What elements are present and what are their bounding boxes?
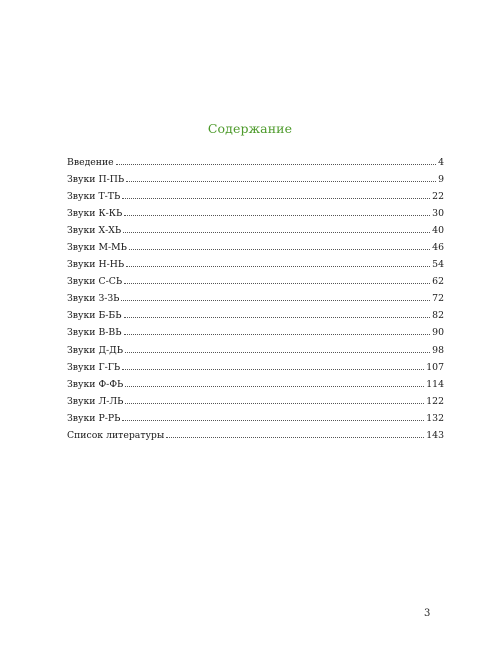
- toc-entry-label: Список литературы: [67, 429, 165, 441]
- toc-entry-page: 9: [438, 174, 444, 186]
- toc-entry-introduction[interactable]: [67, 154, 444, 171]
- toc-entry-page: 62: [432, 276, 444, 288]
- dot-leader: [166, 436, 424, 438]
- dot-leader: [122, 368, 424, 370]
- toc-entry-t[interactable]: [67, 188, 444, 205]
- dot-leader: [122, 197, 430, 199]
- page-number: 3: [424, 608, 431, 619]
- toc-entry-page: 54: [432, 259, 444, 271]
- dot-leader: [129, 248, 430, 250]
- dot-leader: [121, 299, 430, 301]
- toc-entry-page: 143: [426, 429, 444, 441]
- toc-entry-page: 114: [426, 378, 444, 390]
- dot-leader: [123, 231, 430, 233]
- toc-entry-d[interactable]: [67, 342, 444, 359]
- dot-leader: [116, 163, 436, 165]
- toc-entry-page: 22: [432, 191, 444, 203]
- toc-entry-label: Звуки Л-ЛЬ: [67, 395, 124, 407]
- dot-leader: [125, 351, 430, 353]
- dot-leader: [124, 282, 430, 284]
- toc-entry-label: Звуки З-ЗЬ: [67, 293, 120, 305]
- toc-entry-label: Звуки Т-ТЬ: [67, 191, 121, 203]
- dot-leader: [125, 385, 424, 387]
- toc-entry-label: Введение: [67, 157, 114, 168]
- toc-entry-k[interactable]: [67, 205, 444, 222]
- toc-entry-label: Звуки М-МЬ: [67, 242, 127, 254]
- toc-entry-page: 30: [432, 208, 444, 220]
- toc-entry-page: 72: [432, 293, 444, 305]
- toc-entry-label: Звуки Р-РЬ: [67, 412, 121, 424]
- toc-entry-page: 46: [432, 242, 444, 254]
- toc-entry-z[interactable]: [67, 290, 444, 307]
- dot-leader: [126, 180, 436, 182]
- toc-entry-label: Звуки Д-ДЬ: [67, 344, 123, 356]
- dot-leader: [122, 419, 424, 421]
- toc-entry-bibliography[interactable]: [67, 427, 444, 444]
- toc-entry-page: 98: [432, 344, 444, 356]
- toc-entry-g[interactable]: [67, 359, 444, 376]
- toc-entry-page: 4: [438, 157, 444, 168]
- toc-entry-label: Звуки Ф-ФЬ: [67, 378, 124, 390]
- toc-entry-label: Звуки Г-ГЬ: [67, 361, 121, 373]
- table-of-contents: [67, 154, 444, 444]
- toc-entry-f[interactable]: [67, 376, 444, 393]
- toc-entry-l[interactable]: [67, 393, 444, 410]
- toc-entry-v[interactable]: [67, 324, 444, 341]
- dot-leader: [124, 333, 431, 335]
- toc-entry-label: Звуки Н-НЬ: [67, 259, 125, 271]
- toc-entry-page: 90: [432, 327, 444, 339]
- dot-leader: [124, 214, 430, 216]
- toc-entry-page: 132: [426, 412, 444, 424]
- toc-entry-label: Звуки К-КЬ: [67, 208, 123, 220]
- toc-entry-r[interactable]: [67, 410, 444, 427]
- toc-entry-s[interactable]: [67, 273, 444, 290]
- toc-entry-label: Звуки В-ВЬ: [67, 327, 122, 339]
- toc-entry-p[interactable]: [67, 171, 444, 188]
- toc-entry-label: Звуки Х-ХЬ: [67, 225, 122, 237]
- toc-entry-label: Звуки С-СЬ: [67, 276, 123, 288]
- toc-entry-kh[interactable]: [67, 222, 444, 239]
- toc-entry-label: Звуки Б-БЬ: [67, 310, 122, 322]
- dot-leader: [124, 316, 431, 318]
- dot-leader: [126, 265, 430, 267]
- toc-entry-page: 40: [432, 225, 444, 237]
- toc-entry-page: 82: [432, 310, 444, 322]
- toc-entry-page: 122: [426, 395, 444, 407]
- toc-entry-page: 107: [426, 361, 444, 373]
- toc-entry-label: Звуки П-ПЬ: [67, 174, 125, 186]
- toc-entry-n[interactable]: [67, 256, 444, 273]
- toc-entry-b[interactable]: [67, 307, 444, 324]
- toc-entry-m[interactable]: [67, 239, 444, 256]
- page-title: Содержание: [207, 121, 293, 136]
- dot-leader: [125, 402, 424, 404]
